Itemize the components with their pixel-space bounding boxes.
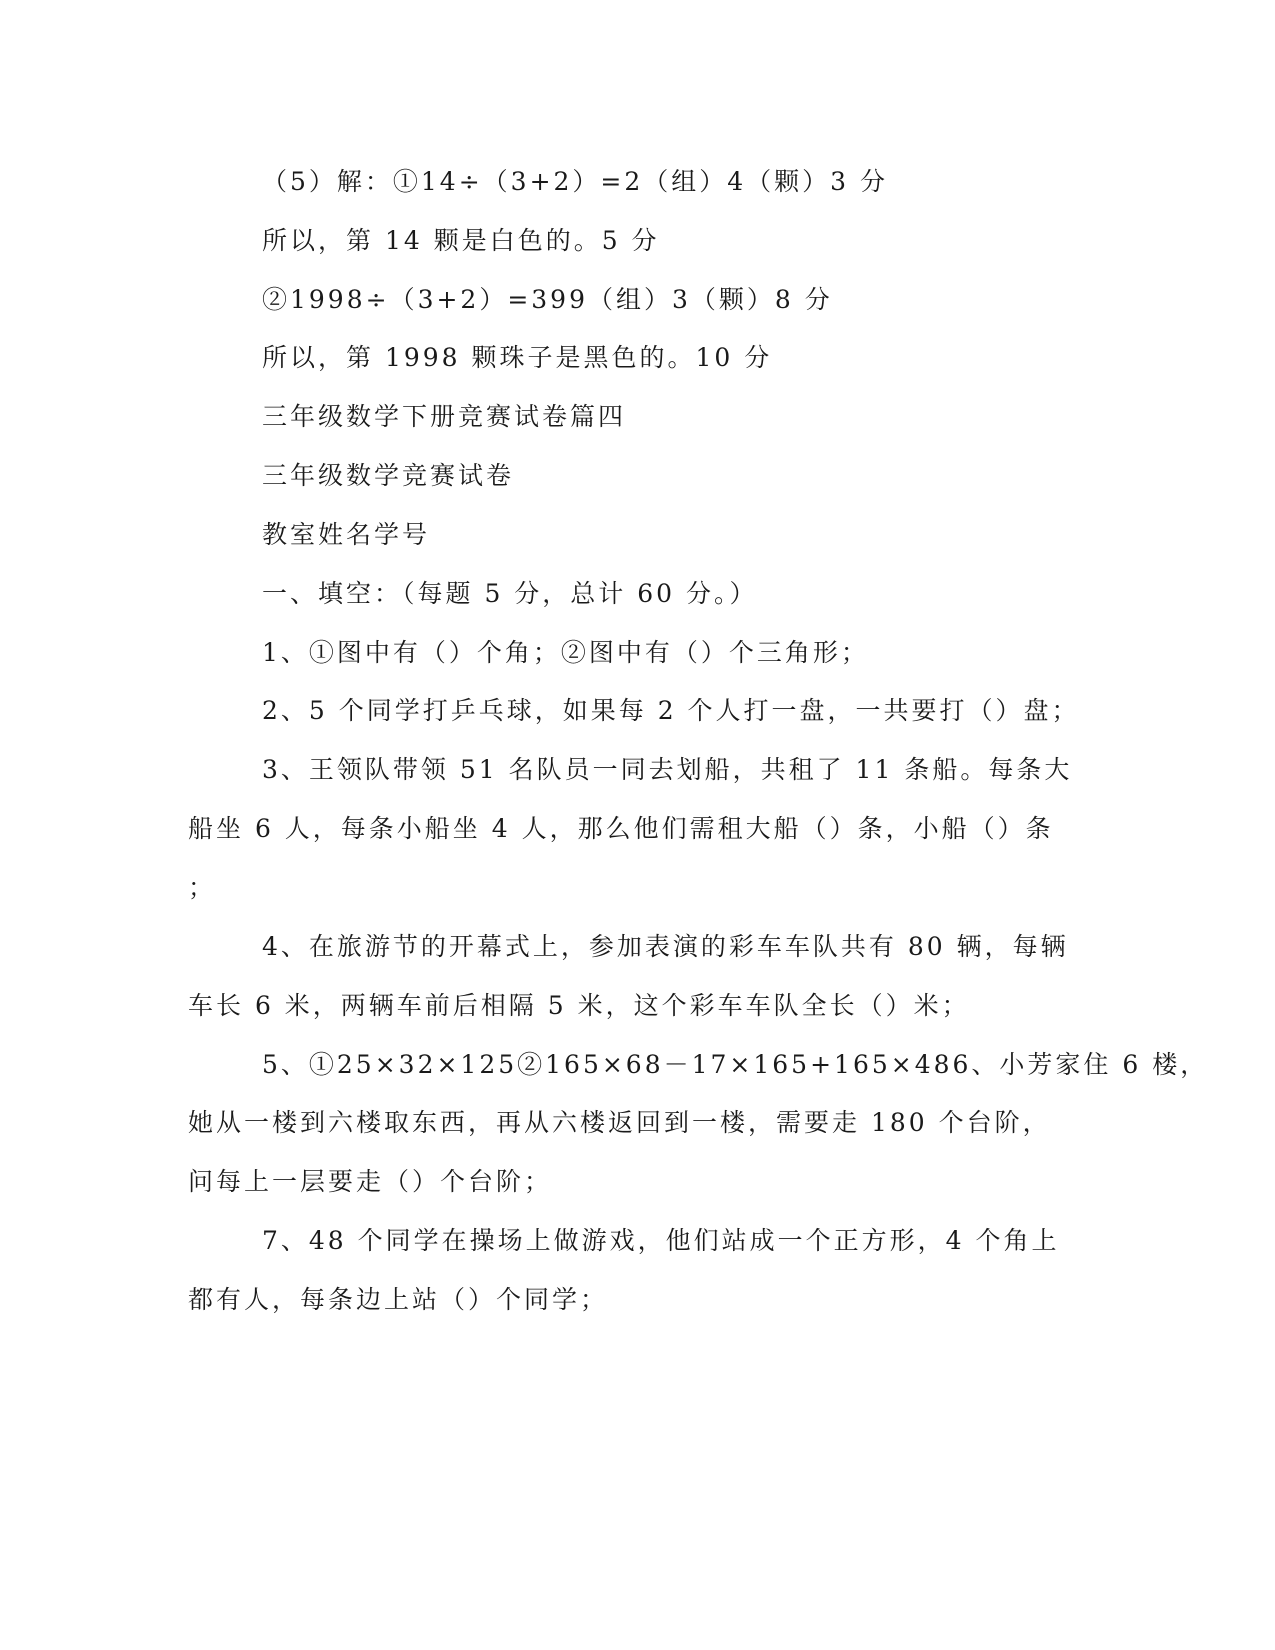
solution-conclusion-1998: 所以，第 1998 颗珠子是黑色的。10 分 xyxy=(262,343,773,372)
question-5-line-3: 问每上一层要走（）个台阶； xyxy=(188,1167,553,1196)
fill-blank-heading: 一、填空：（每题 5 分，总计 60 分。） xyxy=(262,579,758,608)
question-3-line-2: 船坐 6 人，每条小船坐 4 人，那么他们需租大船（）条，小船（）条 xyxy=(188,814,1054,843)
exam-title: 三年级数学竞赛试卷 xyxy=(262,461,515,490)
question-5-line-2: 她从一楼到六楼取东西，再从六楼返回到一楼，需要走 180 个台阶， xyxy=(188,1108,1051,1137)
question-7-line-2: 都有人，每条边上站（）个同学； xyxy=(188,1285,609,1314)
student-info-line: 教室姓名学号 xyxy=(262,520,431,549)
question-5-line-1: 5、①25×32×125②165×68－17×165+165×486、小芳家住 6 楼， xyxy=(262,1050,1209,1079)
question-3-line-1: 3、王领队带领 51 名队员一同去划船，共租了 11 条船。每条大 xyxy=(262,755,1073,784)
section-heading-part-four: 三年级数学下册竞赛试卷篇四 xyxy=(262,402,627,431)
question-1: 1、①图中有（）个角；②图中有（）个三角形； xyxy=(262,638,869,667)
question-4-line-1: 4、在旅游节的开幕式上，参加表演的彩车车队共有 80 辆，每辆 xyxy=(262,932,1069,961)
question-2: 2、5 个同学打乒乓球，如果每 2 个人打一盘，一共要打（）盘； xyxy=(262,696,1080,725)
question-7-line-1: 7、48 个同学在操场上做游戏，他们站成一个正方形，4 个角上 xyxy=(262,1226,1060,1255)
solution-step-2-line: ②1998÷（3+2）=399（组）3（颗）8 分 xyxy=(262,285,833,314)
solution-conclusion-14: 所以，第 14 颗是白色的。5 分 xyxy=(262,226,660,255)
question-4-line-2: 车长 6 米，两辆车前后相隔 5 米，这个彩车车队全长（）米； xyxy=(188,991,970,1020)
solution-part-5-line: （5）解：①14÷（3+2）=2（组）4（颗）3 分 xyxy=(262,167,889,196)
question-3-line-3: ； xyxy=(188,873,217,902)
